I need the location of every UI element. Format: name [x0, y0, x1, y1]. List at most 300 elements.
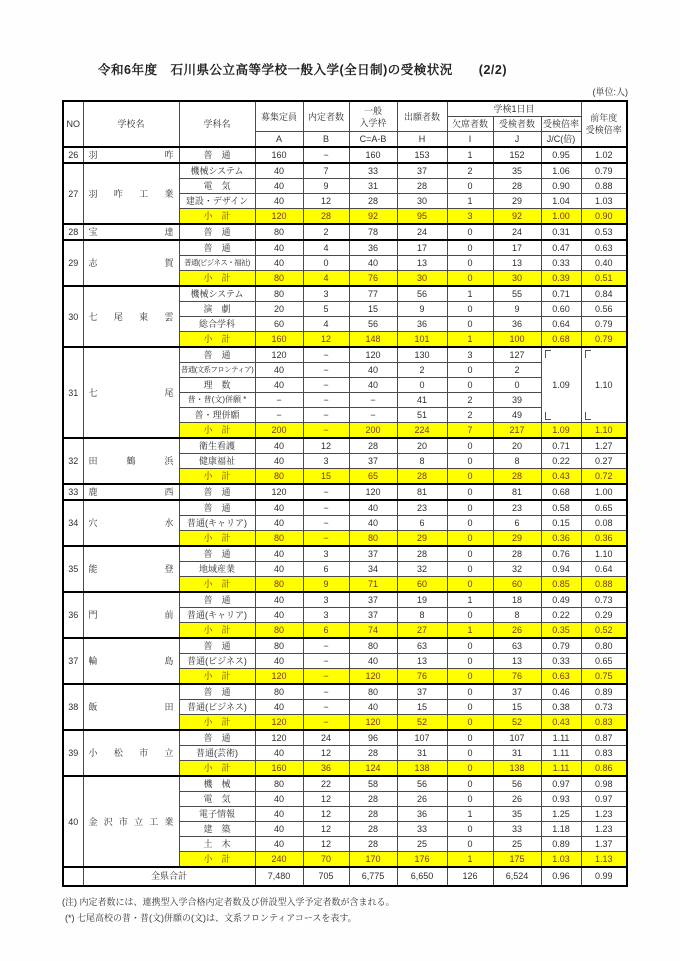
value-cell-a: 40	[255, 837, 303, 852]
value-cell-j: 107	[493, 730, 541, 746]
school-no-cell: 38	[63, 684, 83, 730]
dept-cell: 小 計	[179, 469, 255, 485]
value-cell-b: 2	[303, 224, 349, 240]
value-cell-a: 40	[255, 562, 303, 577]
school-name-cell	[83, 684, 179, 730]
value-cell-a: 40	[255, 746, 303, 761]
dept-cell: 普 通	[179, 224, 255, 240]
value-cell-a: 40	[255, 194, 303, 209]
merged-rate-cell: 1.10	[581, 347, 627, 423]
value-cell-jc: 0.64	[541, 317, 581, 332]
bracket-top-corner	[545, 350, 551, 358]
value-cell-i: 0	[447, 531, 493, 547]
value-cell-pv: 0.97	[581, 792, 627, 807]
value-cell-b: −	[303, 393, 349, 408]
school-no-cell: 40	[63, 776, 83, 867]
total-no-cell	[63, 867, 83, 886]
value-cell-a: 80	[255, 776, 303, 792]
header-general-quota	[349, 101, 397, 132]
header-col-j: J	[493, 132, 541, 148]
value-cell-i: 0	[447, 454, 493, 469]
value-cell-c: 160	[349, 147, 397, 163]
value-cell-a: 40	[255, 363, 303, 378]
header-previous-year	[581, 101, 627, 147]
value-cell-i: 0	[447, 484, 493, 500]
value-cell-jc: 1.09	[541, 423, 581, 439]
dept-cell: 普 通	[179, 638, 255, 654]
header-predetermined: 内定者数	[303, 101, 349, 132]
value-cell-c: 37	[349, 592, 397, 608]
dept-cell: 電 気	[179, 179, 255, 194]
value-cell-pv: 0.84	[581, 286, 627, 302]
dept-cell: 普・理併願	[179, 408, 255, 423]
footnotes	[62, 894, 680, 926]
header-ratio: 受検倍率	[541, 117, 581, 132]
value-cell-i: 0	[447, 577, 493, 593]
dept-cell: 建 築	[179, 822, 255, 837]
value-cell-i: 2	[447, 408, 493, 423]
value-cell-pv: 1.02	[581, 147, 627, 163]
value-cell-c: 56	[349, 317, 397, 332]
value-cell-a: 120	[255, 715, 303, 731]
value-cell-c: 36	[349, 240, 397, 256]
value-cell-pv: 1.10	[581, 546, 627, 562]
value-cell-i: 0	[447, 546, 493, 562]
value-cell-pv: 0.40	[581, 256, 627, 271]
school-no-cell: 27	[63, 163, 83, 224]
value-cell-a: 40	[255, 378, 303, 393]
dept-row	[63, 592, 627, 608]
value-cell-j: 49	[493, 408, 541, 423]
value-cell-c: 40	[349, 654, 397, 669]
value-cell-a: 40	[255, 792, 303, 807]
value-cell-h: 101	[397, 332, 447, 348]
value-cell-b: 3	[303, 454, 349, 469]
total-b: 705	[303, 867, 349, 886]
value-cell-c: 71	[349, 577, 397, 593]
value-cell-pv: 0.88	[581, 577, 627, 593]
value-cell-jc: 1.11	[541, 761, 581, 777]
school-name: 羽 咋	[88, 150, 174, 160]
value-cell-a: 160	[255, 761, 303, 777]
value-cell-i: 0	[447, 684, 493, 700]
value-cell-j: 138	[493, 761, 541, 777]
value-cell-b: 9	[303, 577, 349, 593]
header-previous-year-line2: 受検倍率	[585, 125, 622, 135]
value-cell-a: 160	[255, 332, 303, 348]
value-cell-i: 0	[447, 378, 493, 393]
value-cell-b: −	[303, 147, 349, 163]
value-cell-b: 3	[303, 592, 349, 608]
value-cell-a: 80	[255, 577, 303, 593]
value-cell-h: 0	[397, 378, 447, 393]
value-cell-i: 1	[447, 623, 493, 639]
value-cell-j: 175	[493, 852, 541, 868]
value-cell-jc: 0.46	[541, 684, 581, 700]
value-cell-h: 6	[397, 516, 447, 531]
value-cell-jc: 0.95	[541, 147, 581, 163]
value-cell-c: 28	[349, 438, 397, 454]
total-jc: 0.96	[541, 867, 581, 886]
dept-cell: 電 気	[179, 792, 255, 807]
value-cell-j: 56	[493, 776, 541, 792]
value-cell-h: 23	[397, 500, 447, 516]
value-cell-j: 60	[493, 577, 541, 593]
value-cell-a: 40	[255, 700, 303, 715]
dept-cell: 小 計	[179, 209, 255, 225]
dept-cell: 普 通	[179, 147, 255, 163]
dept-row	[63, 224, 627, 240]
value-cell-j: 8	[493, 454, 541, 469]
value-cell-c: 28	[349, 194, 397, 209]
header-col-i: I	[447, 132, 493, 148]
value-cell-i: 1	[447, 852, 493, 868]
dept-cell: 普通(文系フロンティア)	[179, 363, 255, 378]
header-applicants: 出願者数	[397, 101, 447, 132]
total-c: 6,775	[349, 867, 397, 886]
value-cell-b: −	[303, 378, 349, 393]
value-cell-i: 0	[447, 792, 493, 807]
value-cell-jc: 1.18	[541, 822, 581, 837]
value-cell-pv: 1.10	[581, 423, 627, 439]
dept-cell: 小 計	[179, 577, 255, 593]
value-cell-j: 24	[493, 224, 541, 240]
value-cell-h: 8	[397, 608, 447, 623]
value-cell-c: 33	[349, 163, 397, 179]
value-cell-i: 0	[447, 302, 493, 317]
value-cell-b: 70	[303, 852, 349, 868]
dept-cell: 小 計	[179, 669, 255, 685]
value-cell-i: 1	[447, 807, 493, 822]
school-no-cell: 26	[63, 147, 83, 163]
value-cell-i: 0	[447, 271, 493, 287]
value-cell-b: 12	[303, 746, 349, 761]
value-cell-a: 40	[255, 516, 303, 531]
value-cell-i: 0	[447, 638, 493, 654]
value-cell-a: 40	[255, 654, 303, 669]
value-cell-b: 24	[303, 730, 349, 746]
value-cell-b: −	[303, 638, 349, 654]
total-j: 6,524	[493, 867, 541, 886]
value-cell-j: 18	[493, 592, 541, 608]
value-cell-j: 39	[493, 393, 541, 408]
value-cell-h: 41	[397, 393, 447, 408]
dept-row	[63, 684, 627, 700]
value-cell-pv: 0.36	[581, 531, 627, 547]
value-cell-j: 32	[493, 562, 541, 577]
value-cell-c: 148	[349, 332, 397, 348]
prefecture-total-row	[63, 867, 627, 886]
school-name: 小 松 市 立	[88, 748, 174, 758]
value-cell-pv: 0.65	[581, 500, 627, 516]
value-cell-a: 160	[255, 147, 303, 163]
value-cell-b: 3	[303, 608, 349, 623]
value-cell-jc: 0.33	[541, 654, 581, 669]
value-cell-pv: 0.86	[581, 761, 627, 777]
dept-cell: 機械システム	[179, 286, 255, 302]
value-cell-c: 15	[349, 302, 397, 317]
value-cell-b: −	[303, 347, 349, 363]
dept-cell: 普通(ビジネス・福祉)	[179, 256, 255, 271]
value-cell-j: 6	[493, 516, 541, 531]
value-cell-b: −	[303, 654, 349, 669]
dept-cell: 総合学科	[179, 317, 255, 332]
value-cell-c: −	[349, 408, 397, 423]
value-cell-a: 40	[255, 454, 303, 469]
dept-cell: 普 通	[179, 546, 255, 562]
value-cell-b: −	[303, 484, 349, 500]
header-absentees: 欠席者数	[447, 117, 493, 132]
value-cell-j: 37	[493, 684, 541, 700]
value-cell-h: 36	[397, 807, 447, 822]
value-cell-b: −	[303, 516, 349, 531]
value-cell-c: 34	[349, 562, 397, 577]
value-cell-h: 153	[397, 147, 447, 163]
value-cell-b: −	[303, 423, 349, 439]
value-cell-i: 0	[447, 730, 493, 746]
value-cell-h: 27	[397, 623, 447, 639]
dept-cell: 小 計	[179, 761, 255, 777]
value-cell-i: 0	[447, 761, 493, 777]
value-cell-j: 26	[493, 623, 541, 639]
value-cell-jc: 0.38	[541, 700, 581, 715]
value-cell-h: 51	[397, 408, 447, 423]
value-cell-h: 52	[397, 715, 447, 731]
value-cell-b: 12	[303, 194, 349, 209]
value-cell-a: 80	[255, 271, 303, 287]
value-cell-pv: 0.65	[581, 654, 627, 669]
value-cell-h: 60	[397, 577, 447, 593]
value-cell-jc: 0.90	[541, 179, 581, 194]
value-cell-i: 0	[447, 317, 493, 332]
value-cell-h: 224	[397, 423, 447, 439]
dept-row	[63, 147, 627, 163]
value-cell-b: −	[303, 669, 349, 685]
value-cell-j: 26	[493, 792, 541, 807]
school-no-cell: 28	[63, 224, 83, 240]
dept-cell: 普通(芸術)	[179, 746, 255, 761]
value-cell-b: 36	[303, 761, 349, 777]
header-no: NO	[63, 101, 83, 147]
value-cell-b: 3	[303, 286, 349, 302]
value-cell-jc: 0.68	[541, 484, 581, 500]
value-cell-j: 20	[493, 438, 541, 454]
dept-cell: 小 計	[179, 271, 255, 287]
value-cell-c: 40	[349, 700, 397, 715]
value-cell-b: 9	[303, 179, 349, 194]
value-cell-pv: 0.75	[581, 669, 627, 685]
value-cell-pv: 1.23	[581, 807, 627, 822]
value-cell-pv: 0.51	[581, 271, 627, 287]
value-cell-j: 76	[493, 669, 541, 685]
value-cell-a: 80	[255, 469, 303, 485]
dept-cell: 普 通	[179, 684, 255, 700]
value-cell-a: 40	[255, 240, 303, 256]
total-i: 126	[447, 867, 493, 886]
dept-cell: 小 計	[179, 423, 255, 439]
dept-row	[63, 347, 627, 363]
value-cell-c: 76	[349, 271, 397, 287]
school-no-cell: 35	[63, 546, 83, 592]
value-cell-h: 2	[397, 363, 447, 378]
value-cell-jc: 0.58	[541, 500, 581, 516]
value-cell-pv: 0.79	[581, 332, 627, 348]
footnote-1: (注) 内定者数には、連携型入学合格内定者数及び併設型入学予定者数が含まれる。	[62, 897, 395, 907]
value-cell-j: 25	[493, 837, 541, 852]
value-cell-h: 15	[397, 700, 447, 715]
value-cell-a: 80	[255, 684, 303, 700]
school-no-cell: 36	[63, 592, 83, 638]
value-cell-pv: 1.37	[581, 837, 627, 852]
value-cell-pv: 1.03	[581, 194, 627, 209]
dept-cell: 健康福祉	[179, 454, 255, 469]
value-cell-a: 120	[255, 484, 303, 500]
value-cell-j: 217	[493, 423, 541, 439]
school-name: 羽 咋 工 業	[88, 188, 174, 199]
value-cell-c: 120	[349, 669, 397, 685]
value-cell-i: 0	[447, 746, 493, 761]
value-cell-b: −	[303, 715, 349, 731]
value-cell-h: 13	[397, 654, 447, 669]
value-cell-c: 80	[349, 531, 397, 547]
school-name-cell	[83, 224, 179, 240]
value-cell-c: 28	[349, 822, 397, 837]
value-cell-c: 37	[349, 608, 397, 623]
value-cell-j: 35	[493, 163, 541, 179]
value-cell-pv: 0.83	[581, 746, 627, 761]
dept-cell: 普 通	[179, 484, 255, 500]
value-cell-pv: 1.13	[581, 852, 627, 868]
value-cell-b: 4	[303, 271, 349, 287]
value-cell-b: 12	[303, 822, 349, 837]
value-cell-j: 13	[493, 654, 541, 669]
school-name: 能 登	[88, 564, 174, 574]
value-cell-b: −	[303, 363, 349, 378]
header-exam-day1-group: 学検1日目	[447, 101, 581, 117]
value-cell-h: 63	[397, 638, 447, 654]
value-cell-h: 32	[397, 562, 447, 577]
school-no-cell: 39	[63, 730, 83, 776]
value-cell-a: 120	[255, 730, 303, 746]
value-cell-jc: 1.00	[541, 209, 581, 225]
value-cell-pv: 1.27	[581, 438, 627, 454]
school-name-cell	[83, 163, 179, 224]
value-cell-c: 58	[349, 776, 397, 792]
value-cell-jc: 1.11	[541, 746, 581, 761]
value-cell-c: 37	[349, 454, 397, 469]
value-cell-j: 55	[493, 286, 541, 302]
value-cell-i: 0	[447, 500, 493, 516]
dept-cell: 普 通	[179, 347, 255, 363]
total-label: 全県合計	[83, 867, 255, 886]
value-cell-i: 3	[447, 209, 493, 225]
value-cell-c: −	[349, 393, 397, 408]
dept-row	[63, 438, 627, 454]
value-cell-i: 0	[447, 438, 493, 454]
bracket-top-corner	[585, 350, 591, 358]
value-cell-i: 1	[447, 147, 493, 163]
value-cell-j: 15	[493, 700, 541, 715]
value-cell-i: 7	[447, 423, 493, 439]
value-cell-h: 28	[397, 179, 447, 194]
value-cell-pv: 0.73	[581, 592, 627, 608]
value-cell-a: −	[255, 408, 303, 423]
value-cell-jc: 1.04	[541, 194, 581, 209]
value-cell-c: 40	[349, 363, 397, 378]
value-cell-h: 26	[397, 792, 447, 807]
header-col-c: C=A-B	[349, 132, 397, 148]
value-cell-jc: 0.79	[541, 638, 581, 654]
value-cell-j: 33	[493, 822, 541, 837]
value-cell-jc: 0.31	[541, 224, 581, 240]
value-cell-a: 40	[255, 807, 303, 822]
value-cell-c: 120	[349, 484, 397, 500]
school-name: 田 鶴 浜	[88, 456, 174, 466]
value-cell-c: 28	[349, 746, 397, 761]
value-cell-j: 152	[493, 147, 541, 163]
value-cell-c: 37	[349, 546, 397, 562]
value-cell-b: −	[303, 700, 349, 715]
school-no-cell: 31	[63, 347, 83, 438]
footnote-2: (*) 七尾高校の普・普(文)併願の(文)は、文系フロンティアコースを表す。	[65, 913, 357, 923]
school-name-cell	[83, 638, 179, 684]
value-cell-b: −	[303, 531, 349, 547]
value-cell-b: 28	[303, 209, 349, 225]
dept-cell: 小 計	[179, 715, 255, 731]
header-col-b: B	[303, 132, 349, 148]
dept-row	[63, 500, 627, 516]
value-cell-c: 40	[349, 256, 397, 271]
bracket-bottom-corner	[585, 412, 591, 420]
value-cell-jc: 1.03	[541, 852, 581, 868]
page-title: 令和6年度 石川県公立高等学校一般入学(全日制)の受検状況 (2/2)	[98, 63, 507, 77]
value-cell-b: 4	[303, 240, 349, 256]
value-cell-i: 0	[447, 776, 493, 792]
school-name-cell	[83, 484, 179, 500]
value-cell-j: 8	[493, 608, 541, 623]
value-cell-pv: 0.08	[581, 516, 627, 531]
value-cell-h: 95	[397, 209, 447, 225]
value-cell-c: 78	[349, 224, 397, 240]
value-cell-jc: 0.97	[541, 776, 581, 792]
value-cell-b: 22	[303, 776, 349, 792]
value-cell-jc: 0.71	[541, 438, 581, 454]
value-cell-i: 2	[447, 163, 493, 179]
value-cell-h: 9	[397, 302, 447, 317]
value-cell-c: 80	[349, 638, 397, 654]
school-name: 飯 田	[88, 702, 174, 712]
school-name: 宝 達	[88, 227, 174, 237]
dept-cell: 衛生看護	[179, 438, 255, 454]
value-cell-h: 13	[397, 256, 447, 271]
value-cell-c: 92	[349, 209, 397, 225]
value-cell-pv: 0.73	[581, 700, 627, 715]
value-cell-j: 28	[493, 179, 541, 194]
value-cell-j: 29	[493, 194, 541, 209]
value-cell-i: 0	[447, 715, 493, 731]
value-cell-h: 107	[397, 730, 447, 746]
value-cell-h: 176	[397, 852, 447, 868]
value-cell-jc: 0.33	[541, 256, 581, 271]
value-cell-c: 170	[349, 852, 397, 868]
value-cell-a: 120	[255, 669, 303, 685]
dept-row	[63, 638, 627, 654]
dept-cell: 小 計	[179, 531, 255, 547]
header-previous-year-line1: 前年度	[590, 113, 618, 123]
dept-cell: 普 通	[179, 240, 255, 256]
dept-cell: 機 械	[179, 776, 255, 792]
value-cell-jc: 0.22	[541, 608, 581, 623]
